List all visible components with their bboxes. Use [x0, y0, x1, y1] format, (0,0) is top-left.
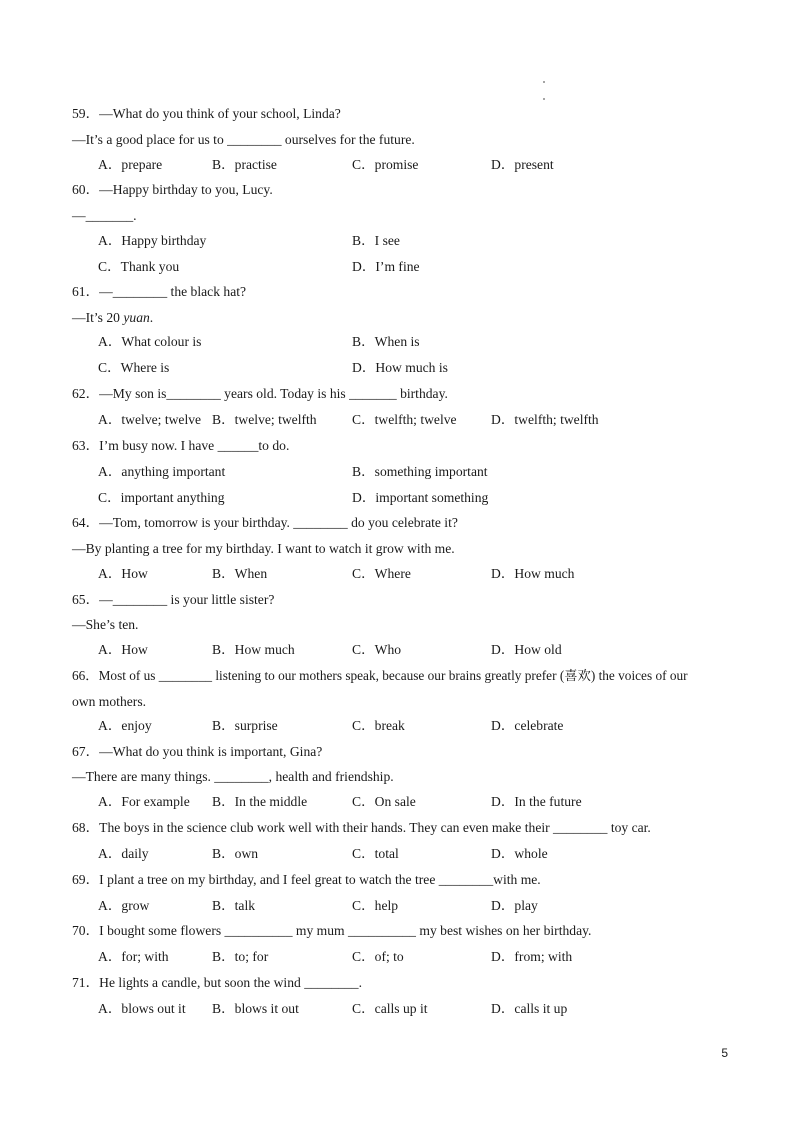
option-c[interactable]: C．calls up it	[352, 1001, 428, 1016]
question-stem-line-2: —There are many things. ________, health and friendship.	[72, 769, 394, 784]
scan-dot	[543, 98, 545, 100]
option-d[interactable]: D．How much is	[352, 360, 448, 375]
option-b[interactable]: B．In the middle	[212, 794, 308, 809]
option-a[interactable]: A．grow	[98, 898, 150, 913]
option-c[interactable]: C．On sale	[352, 794, 416, 809]
option-b[interactable]: B．I see	[352, 233, 400, 248]
question-stem: 64．—Tom, tomorrow is your birthday. ________ do you celebrate it?	[72, 515, 458, 530]
option-a[interactable]: A．enjoy	[98, 718, 152, 733]
option-c[interactable]: C．help	[352, 898, 399, 913]
option-d[interactable]: D．calls it up	[491, 1001, 568, 1016]
answer-suffix: .	[149, 310, 154, 325]
option-a[interactable]: A．prepare	[98, 157, 163, 172]
question-stem: 59．—What do you think of your school, Linda?	[72, 106, 341, 121]
option-b[interactable]: B．When is	[352, 334, 420, 349]
question-stem: 70．I bought some flowers __________ my mum __________ my best wishes on her birthday.	[72, 923, 592, 938]
option-c[interactable]: C．Where is	[98, 360, 170, 375]
option-d[interactable]: D．from; with	[491, 949, 573, 964]
option-b[interactable]: B．How much	[212, 642, 295, 657]
question-stem-line-2	[72, 310, 153, 326]
option-c[interactable]: C．twelfth; twelve	[352, 412, 457, 427]
option-c[interactable]: C．Who	[352, 642, 402, 657]
option-d[interactable]: D．How much	[491, 566, 575, 581]
option-a[interactable]: A．What colour is	[98, 334, 202, 349]
question-stem: 71．He lights a candle, but soon the wind ________.	[72, 975, 362, 990]
option-a[interactable]: A．daily	[98, 846, 149, 861]
option-c[interactable]: C．Where	[352, 566, 411, 581]
option-b[interactable]: B．talk	[212, 898, 256, 913]
option-b[interactable]: B．When	[212, 566, 268, 581]
option-a[interactable]: A．How	[98, 566, 148, 581]
option-d[interactable]: D．celebrate	[491, 718, 564, 733]
question-stem-line-2: own mothers.	[72, 694, 147, 709]
option-b[interactable]: B．surprise	[212, 718, 278, 733]
question-stem: 60．—Happy birthday to you, Lucy.	[72, 182, 273, 197]
question-stem-line-2: —_______.	[72, 208, 137, 223]
option-d[interactable]: D．important something	[352, 490, 489, 505]
option-d[interactable]: D．play	[491, 898, 538, 913]
option-b[interactable]: B．twelve; twelfth	[212, 412, 317, 427]
option-b[interactable]: B．to; for	[212, 949, 269, 964]
question-stem: 68．The boys in the science club work well with their hands. They can even make their ________ toy car.	[72, 820, 651, 835]
currency-unit: yuan	[123, 310, 150, 325]
option-b[interactable]: B．practise	[212, 157, 277, 172]
option-d[interactable]: D．twelfth; twelfth	[491, 412, 599, 427]
option-b[interactable]: B．something important	[352, 464, 488, 479]
option-b[interactable]: B．own	[212, 846, 259, 861]
question-stem-line-2: —It’s a good place for us to ________ ourselves for the future.	[72, 132, 415, 147]
option-c[interactable]: C．total	[352, 846, 399, 861]
question-stem: 67．—What do you think is important, Gina?	[72, 744, 323, 759]
option-a[interactable]: A．anything important	[98, 464, 226, 479]
option-a[interactable]: A．For example	[98, 794, 190, 809]
option-b[interactable]: B．blows it out	[212, 1001, 299, 1016]
option-c[interactable]: C．promise	[352, 157, 419, 172]
question-stem: 65．—________ is your little sister?	[72, 592, 275, 607]
answer-prefix: —It’s 20	[72, 310, 124, 325]
option-a[interactable]: A．for; with	[98, 949, 169, 964]
option-d[interactable]: D．In the future	[491, 794, 582, 809]
question-stem: 62．—My son is________ years old. Today is his _______ birthday.	[72, 386, 448, 401]
question-stem: 63．I’m busy now. I have ______to do.	[72, 438, 290, 453]
question-stem: 61．—________ the black hat?	[72, 284, 247, 299]
option-c[interactable]: C．important anything	[98, 490, 225, 505]
option-c[interactable]: C．Thank you	[98, 259, 180, 274]
question-stem-line-2: —By planting a tree for my birthday. I want to watch it grow with me.	[72, 541, 455, 556]
question-stem: 69．I plant a tree on my birthday, and I feel great to watch the tree ________with me.	[72, 872, 541, 887]
scan-dot	[543, 81, 545, 83]
option-c[interactable]: C．break	[352, 718, 405, 733]
option-a[interactable]: A．Happy birthday	[98, 233, 207, 248]
option-a[interactable]: A．twelve; twelve	[98, 412, 202, 427]
option-a[interactable]: A．blows out it	[98, 1001, 186, 1016]
option-d[interactable]: D．whole	[491, 846, 548, 861]
option-d[interactable]: D．present	[491, 157, 554, 172]
option-d[interactable]: D．How old	[491, 642, 562, 657]
question-stem-line-2: —She’s ten.	[72, 617, 139, 632]
option-a[interactable]: A．How	[98, 642, 148, 657]
option-d[interactable]: D．I’m fine	[352, 259, 420, 274]
option-c[interactable]: C．of; to	[352, 949, 404, 964]
page-number: 5	[721, 1046, 728, 1060]
question-stem: 66．Most of us ________ listening to our mothers speak, because our brains greatly prefer (喜欢) the voices of our	[72, 668, 688, 683]
